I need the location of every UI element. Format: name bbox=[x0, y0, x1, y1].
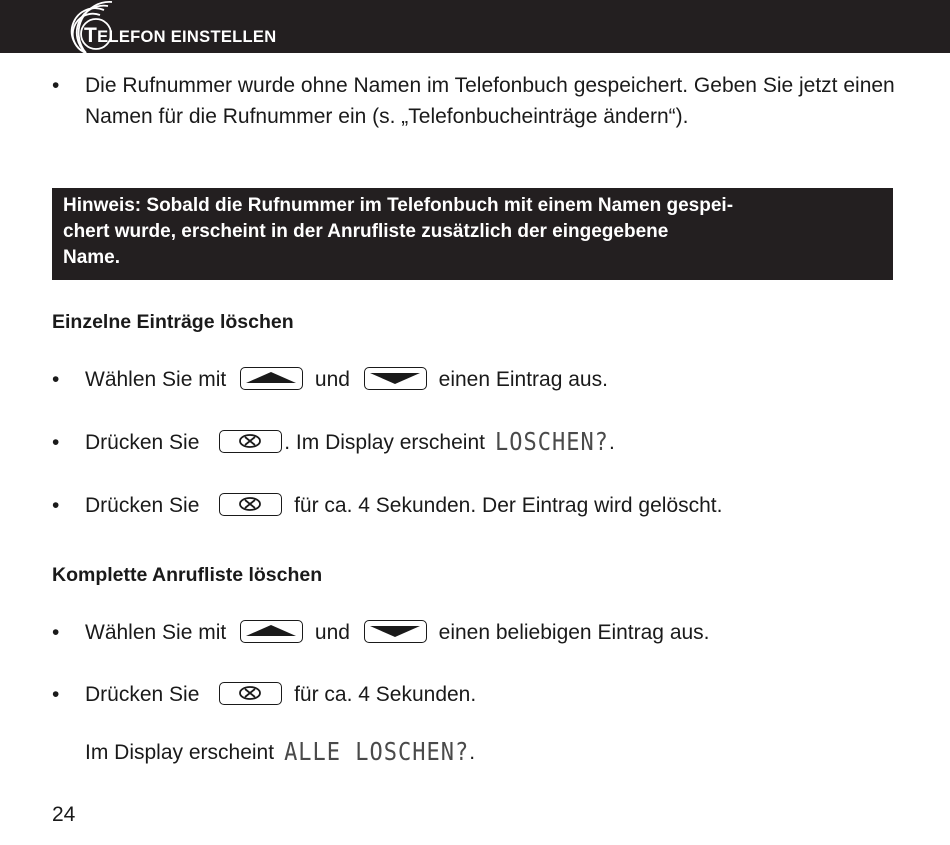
section-heading-delete-all: Komplette Anrufliste löschen bbox=[52, 564, 323, 586]
page-title: TELEFON EINSTELLEN bbox=[84, 24, 277, 47]
display-note-delete-all: Im Display erscheint ALLE LOSCHEN?. bbox=[85, 737, 475, 768]
bullet-marker: • bbox=[52, 621, 60, 644]
down-arrow-key-icon bbox=[364, 620, 427, 643]
note-box bbox=[52, 188, 893, 280]
delete-key-icon bbox=[219, 430, 282, 453]
step-select-entry: Wählen Sie mit und einen Eintrag aus. bbox=[85, 368, 608, 391]
up-arrow-key-icon bbox=[240, 620, 303, 643]
note-line-1: Hinweis: Sobald die Rufnummer im Telefonbuch mit einem Namen gespei- bbox=[63, 195, 734, 216]
step-hold-delete-all: Drücken Sie für ca. 4 Sekunden. bbox=[85, 683, 477, 706]
section-heading-single-delete: Einzelne Einträge löschen bbox=[52, 311, 294, 333]
bullet-marker: • bbox=[52, 494, 60, 517]
intro-paragraph: Die Rufnummer wurde ohne Namen im Telefonbuch gespeichert. Geben Sie jetzt einen Namen für die Rufnummer ein (s. „Telefonbucheinträge ändern“). bbox=[85, 74, 895, 128]
delete-key-icon bbox=[219, 682, 282, 705]
delete-key-icon bbox=[219, 493, 282, 516]
down-arrow-key-icon bbox=[364, 367, 427, 390]
bullet-marker: • bbox=[52, 74, 60, 97]
step-select-any-entry: Wählen Sie mit und einen beliebigen Eintrag aus. bbox=[85, 621, 710, 644]
note-line-2: chert wurde, erscheint in der Anrufliste zusätzlich der eingegebene bbox=[63, 221, 669, 242]
lcd-display-text: LOSCHEN? bbox=[494, 428, 609, 457]
step-hold-delete: Drücken Sie für ca. 4 Sekunden. Der Eintrag wird gelöscht. bbox=[85, 494, 723, 517]
page-number: 24 bbox=[52, 803, 76, 826]
bullet-marker: • bbox=[52, 368, 60, 391]
note-line-3: Name. bbox=[63, 247, 121, 268]
bullet-marker: • bbox=[52, 683, 60, 706]
up-arrow-key-icon bbox=[240, 367, 303, 390]
lcd-display-text: ALLE LOSCHEN? bbox=[284, 738, 470, 767]
step-press-delete: Drücken Sie . Im Display erscheint LOSCHEN?. bbox=[85, 427, 615, 458]
page-header bbox=[0, 0, 950, 53]
bullet-marker: • bbox=[52, 431, 60, 454]
